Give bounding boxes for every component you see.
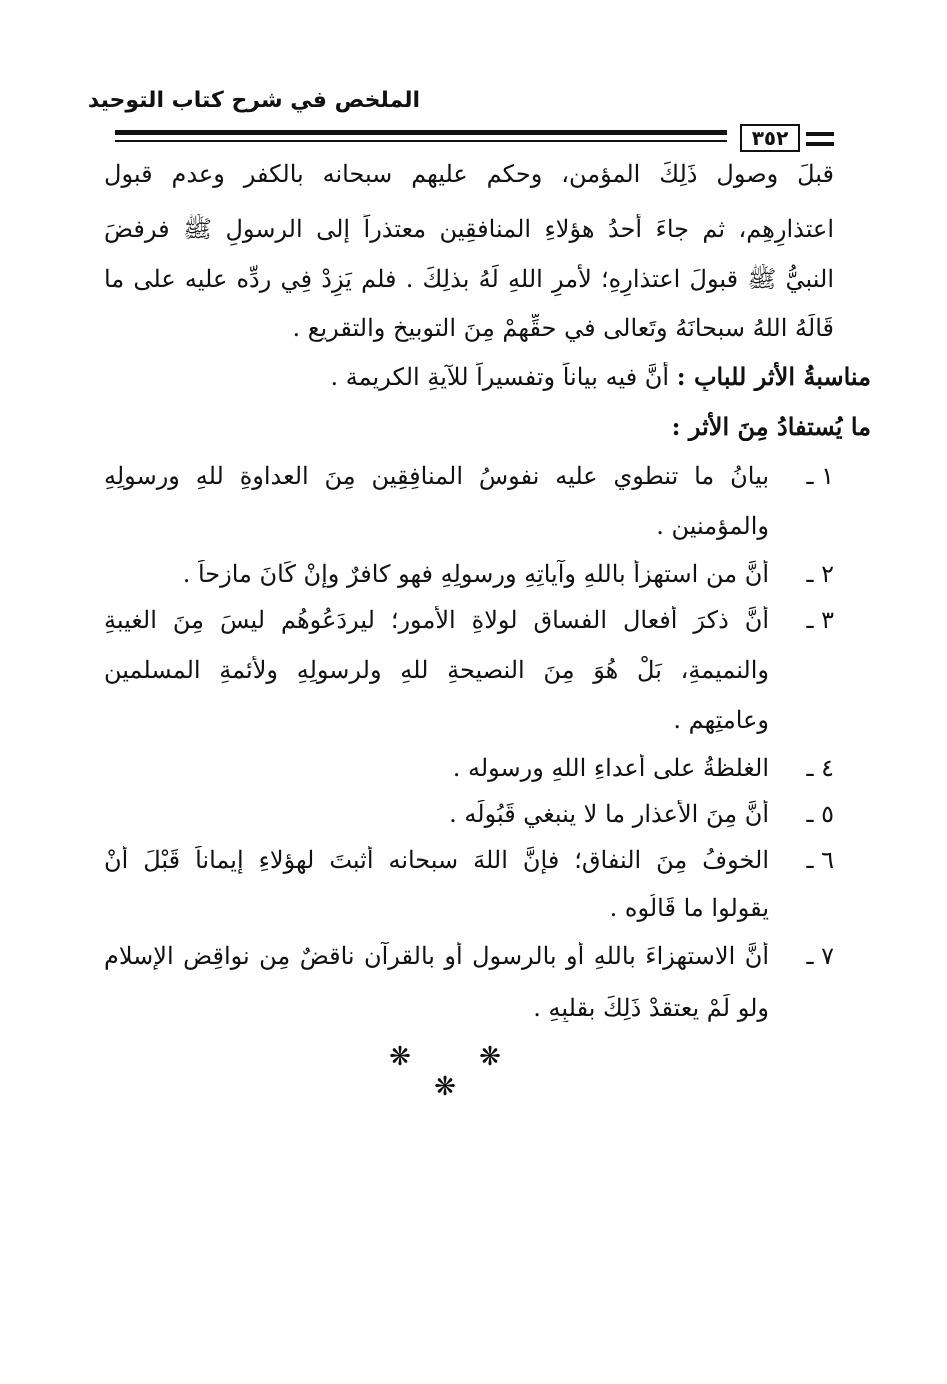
benefits-heading: ما يُستفادُ مِنَ الأثرِ : (671, 412, 871, 441)
item-number: ٧ ـ (806, 942, 834, 970)
item-number: ٣ ـ (806, 606, 834, 634)
paragraph-line: النبيُّ ﷺ قبولَ اعتذارِهِ؛ لأمرِ اللهِ لَهُ بذلِكَ . فلم يَزِدْ فِي ردِّه عليه على ما (104, 265, 834, 293)
header-rule-thin (115, 140, 727, 142)
section-separator: ❋ ❋ ❋ (389, 1042, 531, 1102)
item-number: ٥ ـ (806, 800, 834, 828)
item-line: ولو لَمْ يعتقدْ ذَلِكَ بقلبِهِ . (533, 994, 769, 1022)
paragraph-line: اعتذارِهِم، ثم جاءَ أحدُ هؤلاءِ المنافقِين معتذراً إلى الرسولِ ﷺ فرفضَ (104, 215, 834, 243)
running-title: الملخص في شرح كتاب التوحيد (87, 88, 420, 113)
item-line: أنَّ الاستهزاءَ باللهِ أو بالرسولِ أو بالقرآنِ ناقضٌ مِن نواقِضِ الإسلام (104, 942, 769, 970)
relevance-line (191, 362, 871, 391)
item-line: وعامتِهِم . (673, 706, 769, 734)
item-line: أنَّ من استهزأَ باللهِ وآياتِهِ ورسولِهِ فهو كافرٌ وإنْ كَانَ مازحاً . (182, 560, 769, 588)
item-line: أنَّ مِنَ الأعذارِ ما لا ينبغي قَبُولَه . (449, 800, 769, 828)
item-number: ٢ ـ (806, 560, 834, 588)
item-number: ١ ـ (806, 462, 834, 490)
item-line: والنميمةِ، بَلْ هُوَ مِنَ النصيحةِ للهِ ولرسولِهِ ولأئمةِ المسلمين (104, 656, 769, 684)
item-line: الخوفُ مِنَ النفاقِ؛ فإنَّ اللهَ سبحانه أثبتَ لهؤلاءِ إيماناً قَبْلَ أَنْ (104, 846, 769, 874)
page-number: ٣٥٢ (740, 124, 800, 152)
item-number: ٦ ـ (806, 846, 834, 874)
item-line: والمؤمنين . (656, 512, 769, 540)
page-number-ornament (806, 142, 834, 146)
relevance-text: أنَّ فيه بياناً وتفسيراً للآيةِ الكريمة . (330, 363, 670, 391)
item-line: يقولوا ما قَالُوه . (609, 894, 769, 922)
paragraph-line: قبلَ وصولِ ذَلِكَ المؤمن، وحكم عليهم سبحانه بالكفرِ وعدمِ قبولِ (104, 160, 834, 188)
relevance-label: مناسبةُ الأثرِ للبابِ : (676, 362, 871, 391)
item-number: ٤ ـ (806, 754, 834, 782)
item-line: بيانُ ما تنطوي عليه نفوسُ المنافِقِين مِنَ العداوةِ للهِ ورسولِهِ (104, 462, 769, 490)
item-line: أنَّ ذكرَ أفعالِ الفساقِ لولاةِ الأمورِ؛ ليردَعُوهُم ليسَ مِنَ الغيبةِ (104, 606, 769, 634)
header-rule-thick (115, 130, 727, 135)
item-line: الغلظةُ على أعداءِ اللهِ ورسوله . (452, 754, 769, 782)
paragraph-line: قَالَهُ اللهُ سبحانَهُ وتَعالى في حقِّهِمْ مِنَ التوبيخِ والتقريعِ . (292, 314, 834, 342)
page-number-ornament (806, 132, 834, 136)
